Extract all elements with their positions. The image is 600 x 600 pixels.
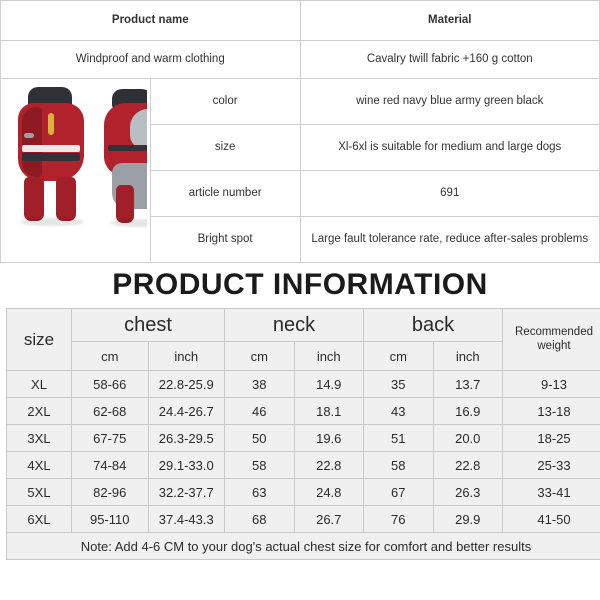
cell-back-inch: 26.3 — [433, 479, 503, 506]
cell-chest-inch: 37.4-43.3 — [148, 506, 225, 533]
size-table-note-row — [7, 533, 600, 560]
cell-chest-cm: 74-84 — [72, 452, 149, 479]
cell-chest-inch: 26.3-29.5 — [148, 425, 225, 452]
cell-weight: 41-50 — [503, 506, 600, 533]
cell-neck-inch: 18.1 — [294, 398, 364, 425]
cell-back-inch: 20.0 — [433, 425, 503, 452]
cell-back-cm: 76 — [364, 506, 434, 533]
spec-value-color: wine red navy blue army green black — [300, 79, 600, 125]
cell-size: 4XL — [7, 452, 72, 479]
cell-back-inch: 29.9 — [433, 506, 503, 533]
cell-back-cm: 67 — [364, 479, 434, 506]
spec-subheader-row — [1, 41, 600, 79]
cell-neck-cm: 58 — [225, 452, 295, 479]
cell-neck-inch: 14.9 — [294, 371, 364, 398]
cell-neck-cm: 68 — [225, 506, 295, 533]
header-back-inch: inch — [433, 342, 503, 371]
header-back: back — [364, 309, 503, 342]
header-neck-inch: inch — [294, 342, 364, 371]
cell-weight: 13-18 — [503, 398, 600, 425]
cell-chest-cm: 82-96 — [72, 479, 149, 506]
header-chest: chest — [72, 309, 225, 342]
spec-label-size: size — [150, 125, 300, 171]
spec-value-size: Xl-6xl is suitable for medium and large dogs — [300, 125, 600, 171]
dog-front-view-illustration — [12, 87, 98, 229]
cell-weight: 25-33 — [503, 452, 600, 479]
cell-weight: 9-13 — [503, 371, 600, 398]
header-chest-inch: inch — [148, 342, 225, 371]
spec-header-row — [1, 1, 600, 41]
product-name-header: Product name — [1, 1, 301, 41]
cell-chest-inch: 22.8-25.9 — [148, 371, 225, 398]
cell-back-cm: 43 — [364, 398, 434, 425]
header-back-cm: cm — [364, 342, 434, 371]
cell-weight: 33-41 — [503, 479, 600, 506]
cell-chest-cm: 67-75 — [72, 425, 149, 452]
cell-neck-inch: 24.8 — [294, 479, 364, 506]
cell-size: 2XL — [7, 398, 72, 425]
spec-label-article-number: article number — [150, 171, 300, 217]
cell-neck-cm: 46 — [225, 398, 295, 425]
spec-value-bright-spot: Large fault tolerance rate, reduce after-sales problems — [300, 217, 600, 263]
cell-chest-inch: 32.2-37.7 — [148, 479, 225, 506]
cell-size: XL — [7, 371, 72, 398]
material-value: Cavalry twill fabric +160 g cotton — [300, 41, 600, 79]
cell-size: 6XL — [7, 506, 72, 533]
product-photo — [4, 83, 147, 258]
cell-chest-cm: 62-68 — [72, 398, 149, 425]
cell-neck-cm: 63 — [225, 479, 295, 506]
table-row — [7, 506, 600, 533]
cell-back-cm: 58 — [364, 452, 434, 479]
table-row — [7, 371, 600, 398]
cell-chest-inch: 24.4-26.7 — [148, 398, 225, 425]
table-row — [7, 398, 600, 425]
spec-label-color: color — [150, 79, 300, 125]
page-title: PRODUCT INFORMATION — [112, 268, 488, 301]
header-neck-cm: cm — [225, 342, 295, 371]
header-chest-cm: cm — [72, 342, 149, 371]
material-header: Material — [300, 1, 600, 41]
cell-back-inch: 16.9 — [433, 398, 503, 425]
cell-weight: 18-25 — [503, 425, 600, 452]
header-recommended-weight: Recommended weight — [503, 309, 600, 371]
size-table-wrapper — [0, 308, 600, 560]
size-note: Note: Add 4-6 CM to your dog's actual chest size for comfort and better results — [7, 533, 600, 560]
spec-label-bright-spot: Bright spot — [150, 217, 300, 263]
spec-value-article-number: 691 — [300, 171, 600, 217]
spec-row-color — [1, 79, 600, 125]
cell-size: 3XL — [7, 425, 72, 452]
table-row — [7, 425, 600, 452]
cell-neck-inch: 26.7 — [294, 506, 364, 533]
cell-back-cm: 51 — [364, 425, 434, 452]
cell-back-inch: 22.8 — [433, 452, 503, 479]
cell-neck-inch: 22.8 — [294, 452, 364, 479]
table-row — [7, 452, 600, 479]
size-chart-table — [6, 308, 600, 560]
product-name-value: Windproof and warm clothing — [1, 41, 301, 79]
cell-size: 5XL — [7, 479, 72, 506]
header-size: size — [7, 309, 72, 371]
cell-back-inch: 13.7 — [433, 371, 503, 398]
size-table-group-header-row — [7, 309, 600, 342]
dog-side-view-illustration — [100, 89, 147, 229]
cell-neck-cm: 50 — [225, 425, 295, 452]
product-photo-cell — [1, 79, 151, 263]
cell-chest-inch: 29.1-33.0 — [148, 452, 225, 479]
header-neck: neck — [225, 309, 364, 342]
cell-neck-cm: 38 — [225, 371, 295, 398]
cell-chest-cm: 95-110 — [72, 506, 149, 533]
cell-neck-inch: 19.6 — [294, 425, 364, 452]
specification-table — [0, 0, 600, 263]
table-row — [7, 479, 600, 506]
cell-chest-cm: 58-66 — [72, 371, 149, 398]
cell-back-cm: 35 — [364, 371, 434, 398]
